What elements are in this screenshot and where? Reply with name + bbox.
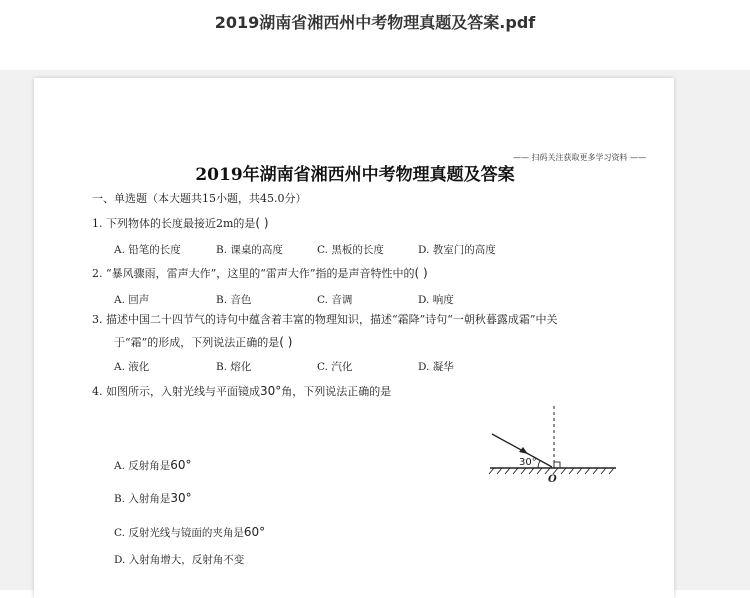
q3-option-d: D. 凝华	[418, 361, 454, 373]
answer-paren: ( )	[414, 266, 428, 280]
point-o-label: O	[548, 474, 557, 484]
question-2-stem: 2. “暴风骤雨，雷声大作”，这里的“雷声大作”指的是声音特性中的	[92, 267, 415, 280]
question-1-stem: 1. 下列物体的长度最接近2m的是	[92, 217, 256, 230]
ray-arrow-icon	[519, 447, 528, 454]
q4-option-a	[114, 458, 192, 473]
q2-option-c: C. 音调	[317, 294, 353, 306]
question-4	[92, 383, 391, 399]
q4-option-b-text: B. 入射角是	[114, 493, 171, 505]
q3-option-a: A. 液化	[114, 361, 150, 373]
question-1	[92, 215, 269, 231]
question-4-stem-pre: 4. 如图所示，入射光线与平面镜成	[92, 385, 260, 398]
answer-paren: ( )	[279, 335, 293, 349]
mirror-reflection-diagram	[488, 402, 623, 484]
angle-arc	[538, 461, 540, 468]
file-title: 2019湖南省湘西州中考物理真题及答案.pdf	[214, 13, 536, 32]
q2-option-a: A. 回声	[114, 294, 150, 306]
question-3-line-1: 3. 描述中国二十四节气的诗句中蕴含着丰富的物理知识，描述“霜降”诗句“一朝秋暮露成霜”中关	[92, 313, 558, 326]
q4-option-a-text: A. 反射角是	[114, 460, 171, 472]
q2-option-b: B. 音色	[216, 294, 252, 306]
q4-option-b	[114, 491, 192, 506]
question-4-angle: 30°	[260, 384, 282, 398]
viewer-header	[0, 0, 750, 70]
q4-option-d: D. 入射角增大，反射角不变	[114, 554, 245, 566]
qr-note: —— 扫码关注获取更多学习资料 ——	[513, 153, 647, 162]
q4-option-a-value: 60°	[170, 458, 192, 472]
question-4-stem-post: 角，下列说法正确的是	[281, 385, 392, 398]
q1-option-a: A. 铅笔的长度	[114, 244, 181, 256]
question-2	[92, 265, 428, 281]
question-3-stem: 于“霜”的形成，下列说法正确的是	[114, 336, 280, 349]
q4-option-c-value: 60°	[243, 525, 266, 539]
q4-option-c	[114, 525, 265, 540]
q3-option-b: B. 熔化	[216, 361, 252, 373]
q2-option-d: D. 响度	[418, 294, 454, 306]
q1-option-c: C. 黑板的长度	[317, 244, 384, 256]
q1-option-d: D. 教室门的高度	[418, 244, 496, 256]
section-heading: 一、单选题（本大题共15小题，共45.0分）	[92, 192, 307, 205]
q4-option-c-text: C. 反射光线与镜面的夹角是	[114, 527, 244, 539]
q1-option-b: B. 课桌的高度	[216, 244, 283, 256]
question-3-line-2	[114, 334, 292, 350]
q4-option-b-value: 30°	[170, 491, 192, 505]
angle-label: 30°	[519, 457, 537, 468]
q3-option-c: C. 汽化	[317, 361, 353, 373]
right-angle-mark	[554, 462, 560, 468]
answer-paren: ( )	[255, 216, 269, 230]
document-title: 2019年湖南省湘西州中考物理真题及答案	[195, 165, 515, 185]
